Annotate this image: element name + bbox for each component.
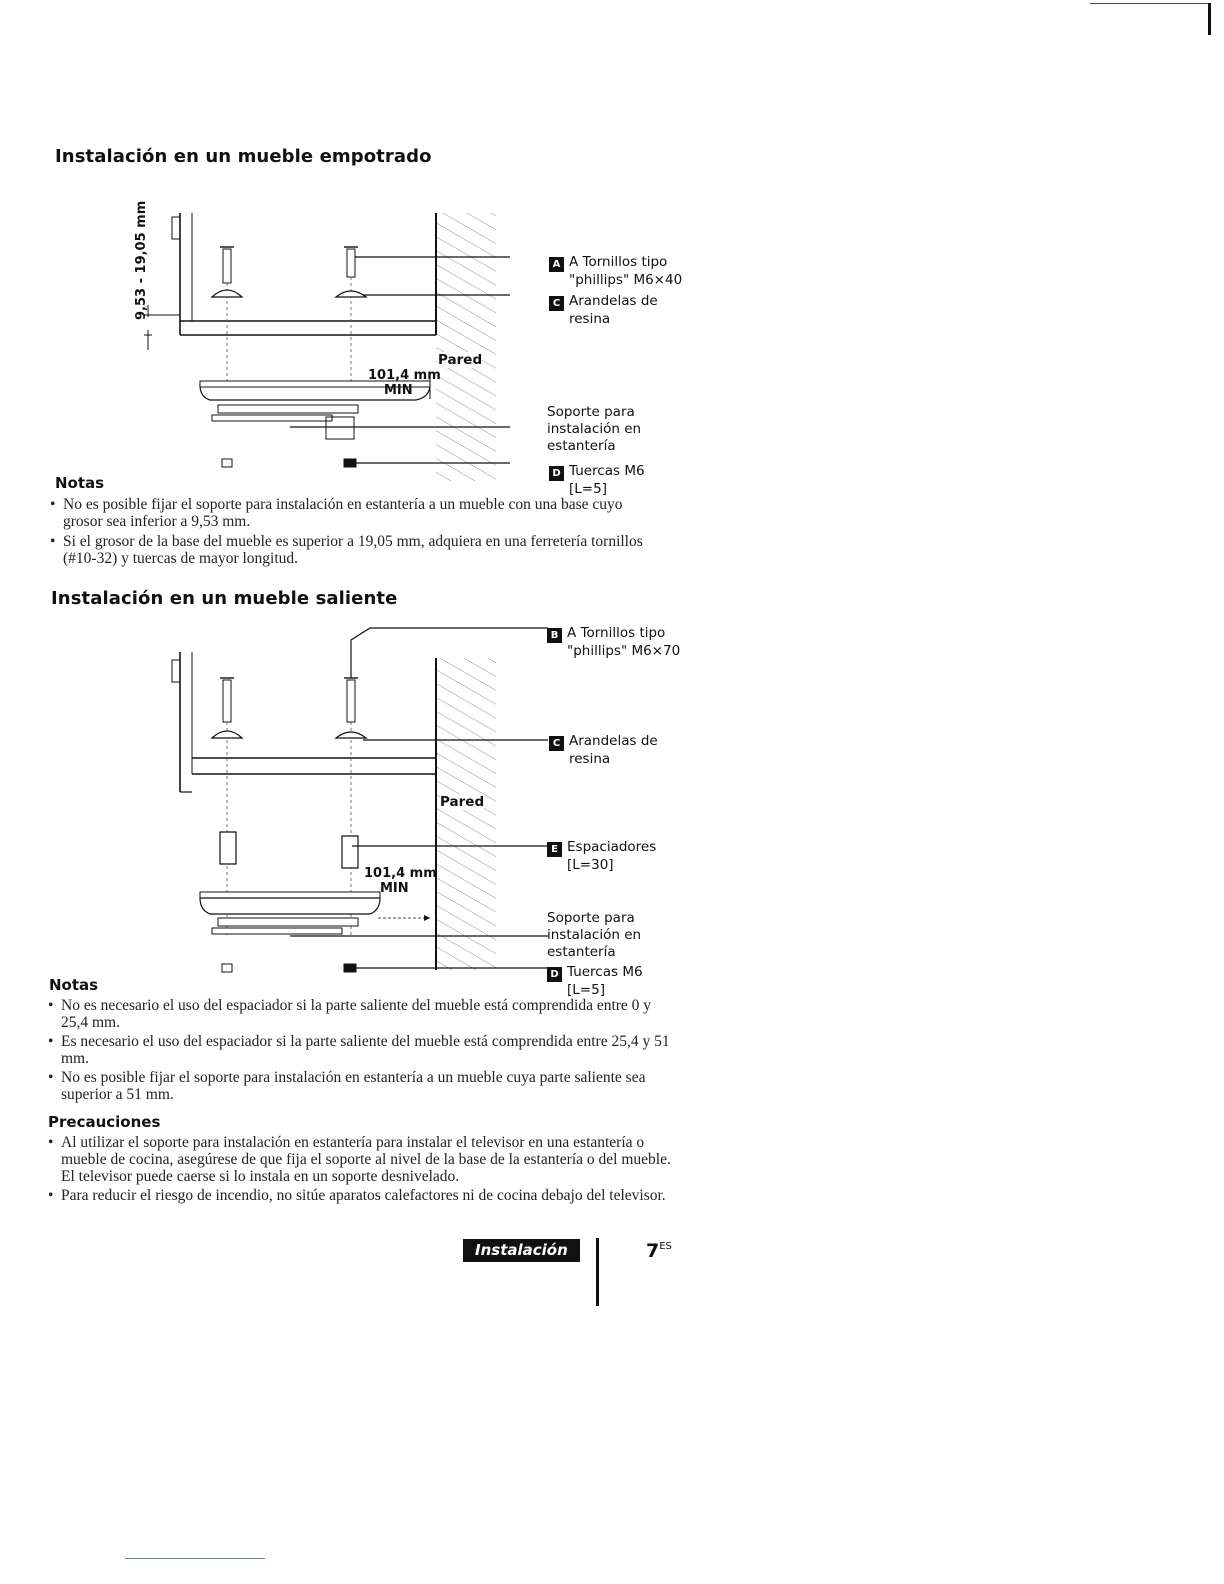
wall-hatch — [436, 658, 496, 970]
note-item: • Es necesario el uso del espaciador si la parte saliente del mueble está comprendida entre 25,4 y 51 mm. — [48, 1033, 673, 1067]
precautions-list — [48, 1134, 678, 1204]
notes-list-2 — [48, 997, 673, 1103]
note-item: • Si el grosor de la base del mueble es superior a 19,05 mm, adquiera en una ferretería tornillos (#10-32) y tuercas de mayor longitud. — [50, 533, 660, 567]
callout-nuts-m6: D Tuercas M6 [L=5] — [547, 964, 643, 999]
callout-tag: A — [549, 257, 564, 272]
callout-shelf-bracket: Soporte para instalación en estantería — [547, 404, 642, 454]
notes-title-2: Notas — [49, 976, 99, 994]
notes-list-1 — [50, 496, 660, 567]
callout-tag: B — [547, 628, 562, 643]
wall-label: Pared — [440, 794, 485, 810]
callout-shelf-bracket: Soporte para instalación en estantería — [547, 910, 642, 960]
callout-screws-m6x70: B A Tornillos tipo "phillips" M6×70 — [547, 625, 680, 660]
callout-resin-washers: C Arandelas de resina — [549, 733, 658, 768]
scan-bottom-line — [125, 1558, 265, 1559]
diagram-protruding-furniture — [130, 618, 550, 988]
wall-hatch — [436, 213, 496, 481]
notes-title-1: Notas — [55, 474, 105, 492]
section-title-protruding: Instalación en un mueble saliente — [51, 588, 398, 609]
note-item: • No es posible fijar el soporte para instalación en estantería a un mueble cuya parte saliente sea superior a 51 mm. — [48, 1069, 673, 1103]
callout-tag: E — [547, 842, 562, 857]
precautions-title: Precauciones — [48, 1113, 161, 1131]
min-distance: 101,4 mm MIN — [368, 368, 441, 398]
dimension-thickness: 9,53 - 19,05 mm — [134, 200, 149, 320]
section-title-built-in: Instalación en un mueble empotrado — [55, 146, 432, 167]
precaution-item: • Para reducir el riesgo de incendio, no sitúe aparatos calefactores ni de cocina debajo del televisor. — [48, 1187, 678, 1204]
diagram-built-in-furniture — [130, 185, 510, 495]
callout-spacers: E Espaciadores [L=30] — [547, 839, 656, 874]
precaution-item: • Al utilizar el soporte para instalación en estantería para instalar el televisor en una estantería o mueble de cocina, asegúrese de que fija el soporte al nivel de la base de la estantería o del mueble. El televisor puede caerse si lo instala en un soporte desnivelado. — [48, 1134, 678, 1185]
page-number: $7^{ES}$ — [646, 1240, 672, 1262]
note-item: • No es necesario el uso del espaciador si la parte saliente del mueble está comprendida entre 0 y 25,4 mm. — [48, 997, 673, 1031]
callout-tag: C — [549, 296, 564, 311]
footer-section-tag: Instalación — [463, 1239, 580, 1262]
callout-tag: D — [549, 466, 564, 481]
callout-nuts-m6: D Tuercas M6 [L=5] — [549, 463, 645, 498]
wall-label: Pared — [438, 352, 483, 368]
scan-edge-line — [1090, 3, 1210, 4]
callout-screws-m6x40: A A Tornillos tipo "phillips" M6×40 — [549, 254, 682, 289]
spacer-left — [220, 832, 236, 864]
note-item: • No es posible fijar el soporte para instalación en estantería a un mueble con una base cuyo grosor sea inferior a 9,53 mm. — [50, 496, 660, 530]
callout-tag: C — [549, 736, 564, 751]
spacer-right — [342, 836, 358, 868]
scan-edge-mark — [1208, 3, 1211, 35]
callout-resin-washers: C Arandelas de resina — [549, 293, 658, 328]
callout-tag: D — [547, 967, 562, 982]
footer-divider — [596, 1238, 599, 1306]
min-distance: 101,4 mm MIN — [364, 866, 437, 896]
